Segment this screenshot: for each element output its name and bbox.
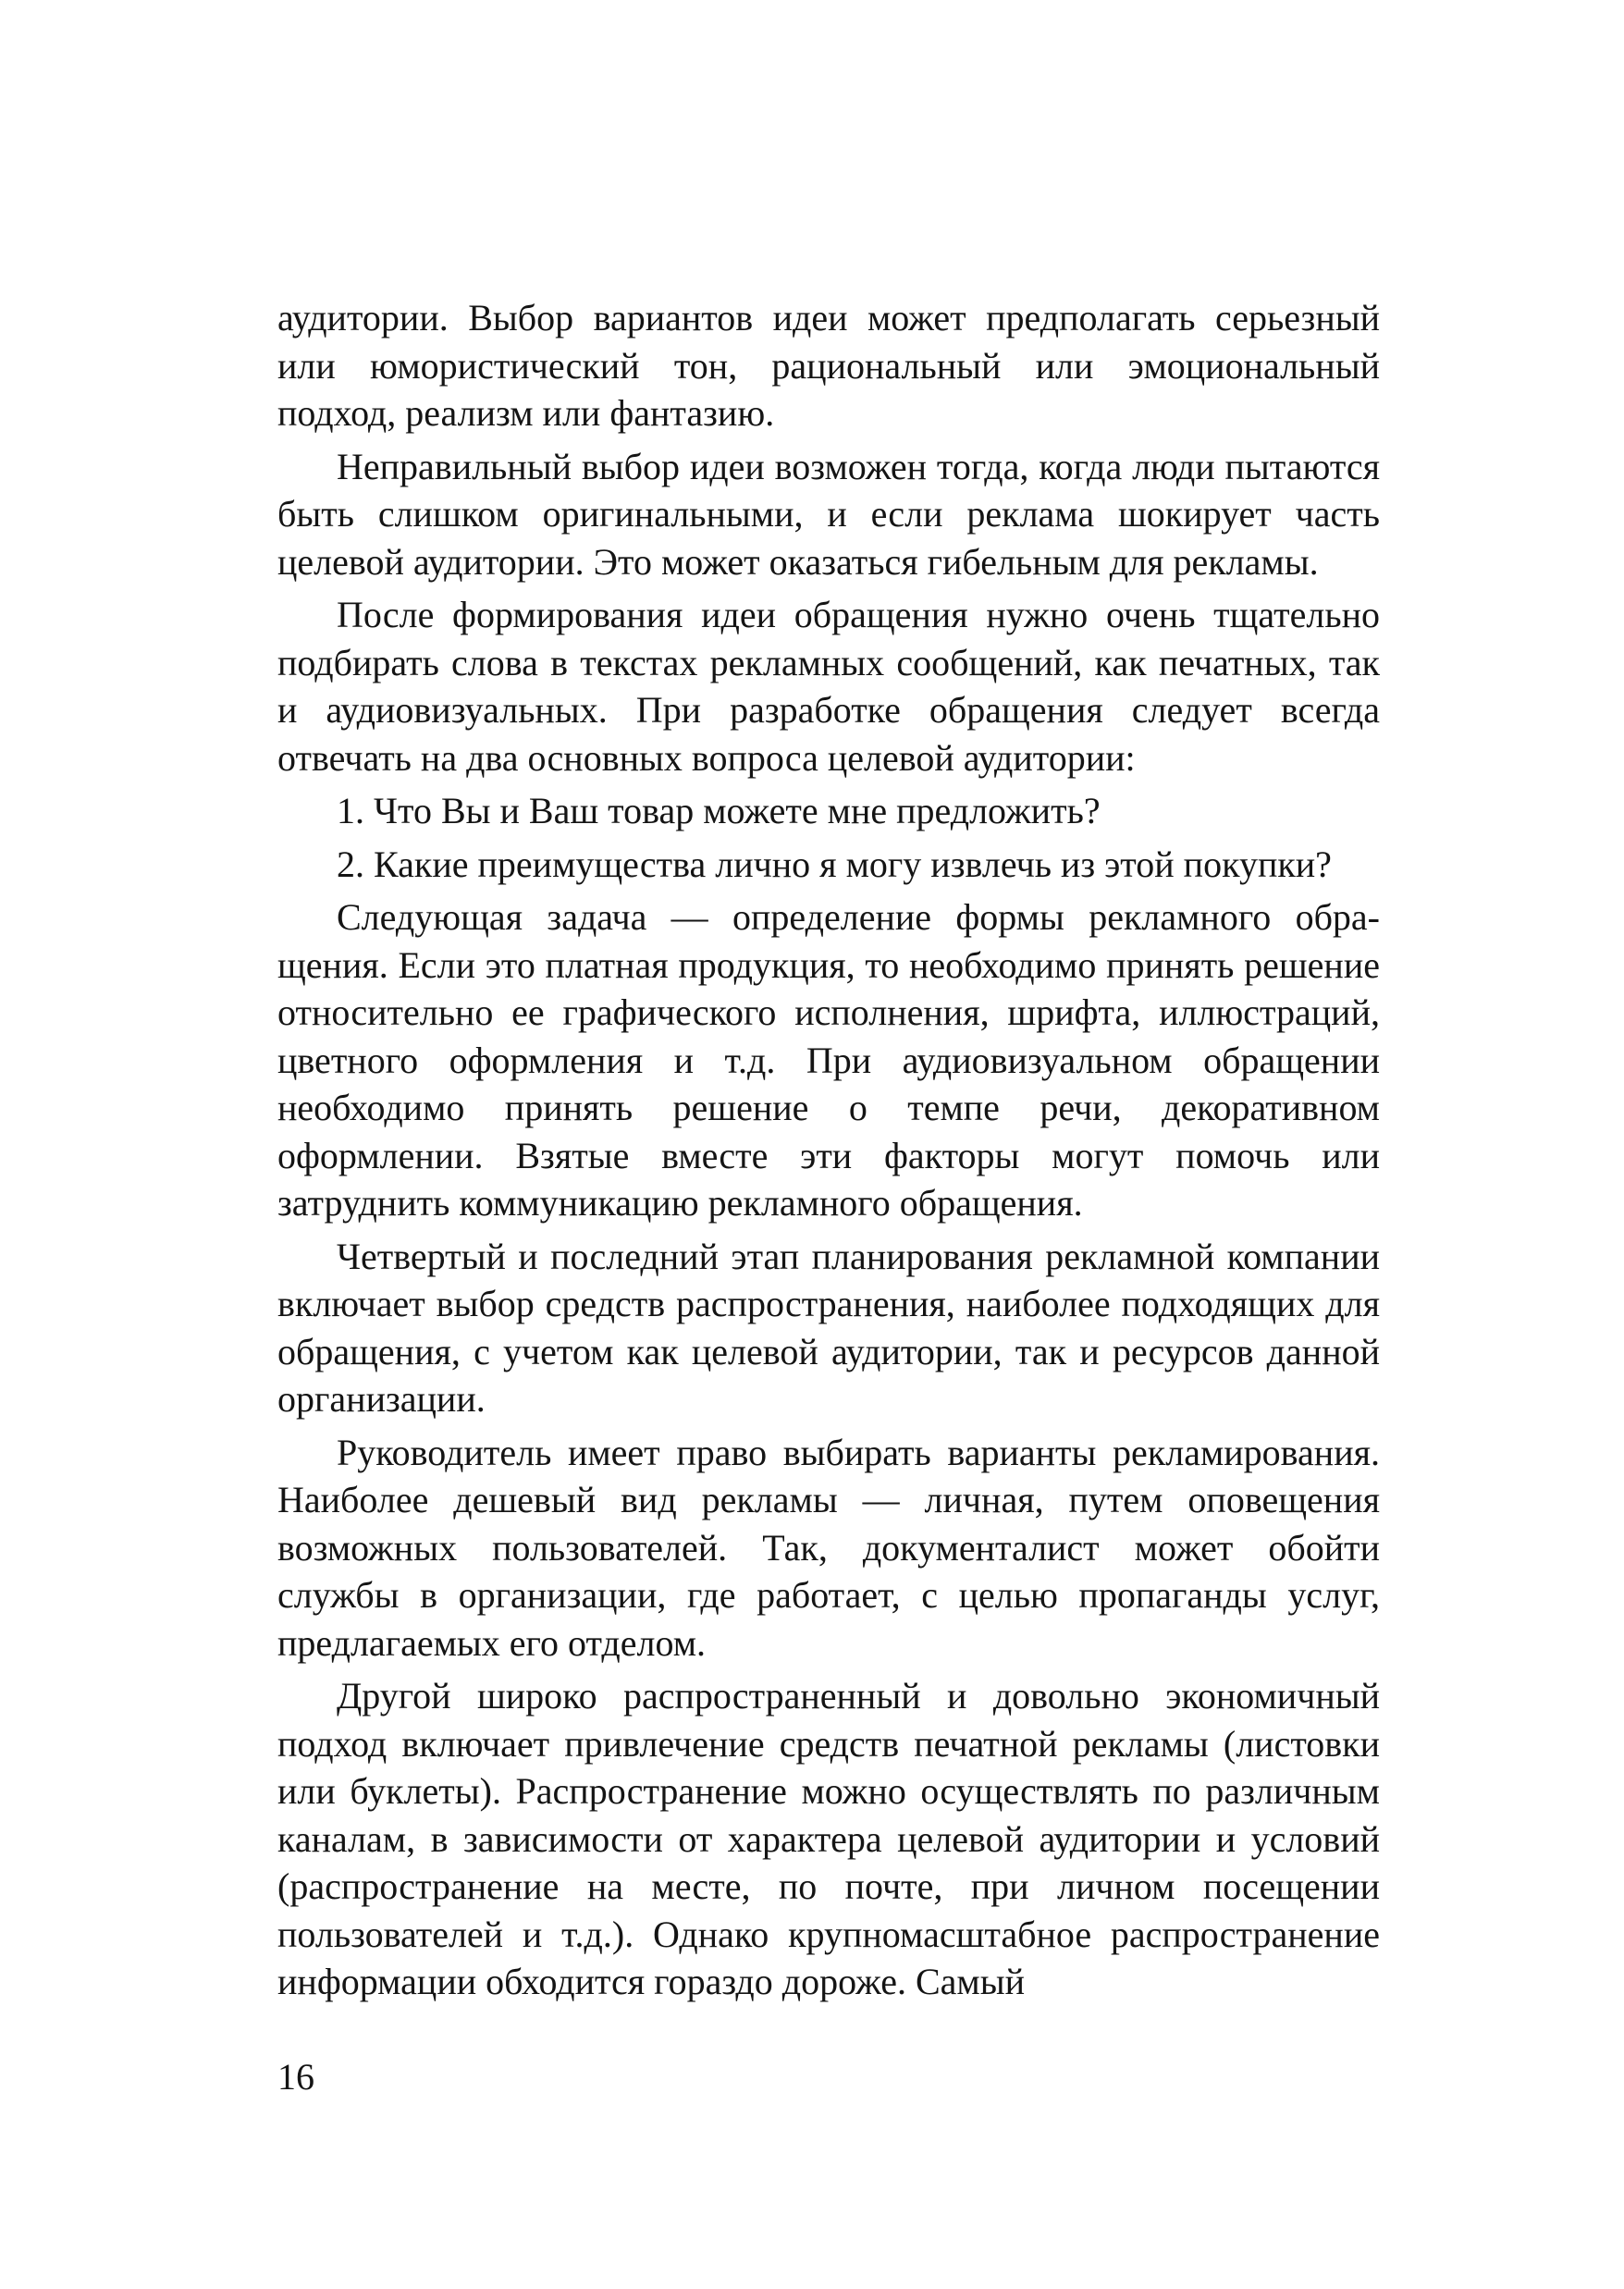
body-text bbox=[277, 294, 1380, 2012]
paragraph: Следующая задача — определение формы рекламного обращения. Если это платная продукция, то необходимо принять решение относительно ее графического исполнения, шрифта, иллюстраций, цветного оформления и т.д. При аудиовизуальном обращении необходимо принять решение о темпе речи, декоративном оформлении. Взятые вместе эти факторы могут помочь или затруднить коммуникацию рекламного обращения. bbox=[277, 896, 1380, 1224]
page-number: 16 bbox=[277, 2056, 314, 2098]
paragraph: аудитории. Выбор вариантов идеи может предполагать серьезный или юмористический тон, рациональный или эмоциональный подход, реализм или фантазию. bbox=[277, 297, 1380, 434]
paragraph: Неправильный выбор идеи возможен тогда, когда люди пытаются быть слишком оригинальными, и если реклама шокирует часть целевой аудитории. Это может оказаться гибельным для рекламы. bbox=[277, 445, 1380, 583]
paragraph: Другой широко распространенный и довольно экономичный подход включает привлечение средств печатной рекламы (листовки или буклеты). Распространение можно осуществлять по различным каналам, в зависимости от характера целевой аудитории и условий (распространение на месте, по почте, при личном посещении пользователей и т.д.). Однако крупномасштабное распространение информации обходится гораздо дороже. Самый bbox=[277, 1675, 1380, 2002]
paragraph: Руководитель имеет право выбирать варианты рекламирования. Наиболее дешевый вид рекламы — личная, путем оповещения возможных пользователей. Так, документалист может обойти службы в организации, где работает, с целью пропаганды услуг, предлагаемых его отделом. bbox=[277, 1431, 1380, 1664]
paragraph: После формирования идеи обращения нужно очень тщательно подбирать слова в текстах рекламных сообщений, как печатных, так и аудиовизуальных. При разработке обращения следует всегда отвечать на два основных вопроса целевой аудитории: bbox=[277, 594, 1380, 779]
list-item: 2. Какие преимущества лично я могу извлечь из этой покупки? bbox=[337, 843, 1332, 885]
list-item: 1. Что Вы и Ваш товар можете мне предложить? bbox=[337, 790, 1101, 831]
paragraph: Четвертый и последний этап планирования рекламной компании включает выбор средств распространения, наиболее подходящих для обращения, с учетом как целевой аудитории, так и ресурсов данной организации. bbox=[277, 1235, 1380, 1420]
